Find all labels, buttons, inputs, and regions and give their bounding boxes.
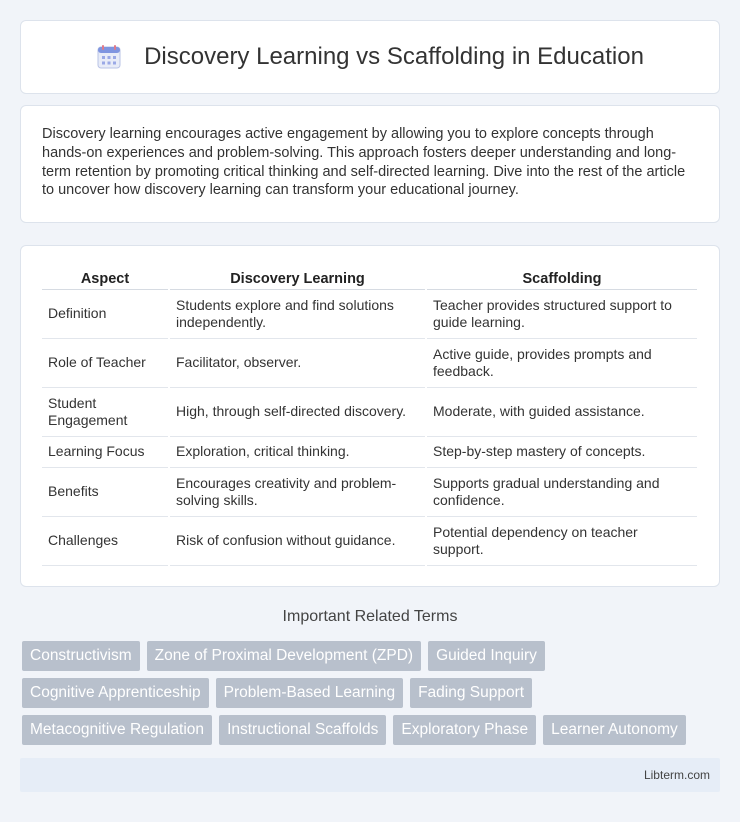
table-cell: Step-by-step mastery of concepts. [427,437,697,468]
comparison-table [40,268,699,566]
table-header-cell: Aspect [42,268,168,290]
calendar-grid-icon [96,44,122,70]
tag-row [22,641,722,671]
related-terms-title: Important Related Terms [282,608,458,625]
tag-row [22,715,722,745]
tag-guided-inquiry[interactable]: Guided Inquiry [428,641,545,671]
table-cell: Learning Focus [42,437,168,468]
table-cell: Benefits [42,468,168,517]
tag-exploratory-phase[interactable]: Exploratory Phase [393,715,536,745]
table-cell: Student Engagement [42,388,168,437]
tag-problem-based-learning[interactable]: Problem-Based Learning [216,678,403,708]
table-cell: Definition [42,290,168,339]
table-cell: Moderate, with guided assistance. [427,388,697,437]
table-cell: Role of Teacher [42,339,168,388]
tag-row [22,678,722,708]
table-cell: Challenges [42,517,168,566]
table-row [42,339,697,388]
table-cell: Risk of confusion without guidance. [170,517,425,566]
tag-learner-autonomy[interactable]: Learner Autonomy [543,715,686,745]
tag-constructivism[interactable]: Constructivism [22,641,140,671]
tag-instructional-scaffolds[interactable]: Instructional Scaffolds [219,715,386,745]
tag-metacognitive-regulation[interactable]: Metacognitive Regulation [22,715,212,745]
tag-cognitive-apprenticeship[interactable]: Cognitive Apprenticeship [22,678,209,708]
table-row [42,468,697,517]
table-cell: Teacher provides structured support to guide learning. [427,290,697,339]
intro-text: Discovery learning encourages active engagement by allowing you to explore concepts through hands-on experiences and problem-solving. This approach fosters deeper understanding and long-term retention by promoting critical thinking and self-directed learning. Dive into the rest of the article to uncover how discovery learning can transform your educational journey. [42,126,686,199]
tag-fading-support[interactable]: Fading Support [410,678,532,708]
table-header-cell: Discovery Learning [170,268,425,290]
table-cell: Active guide, provides prompts and feedback. [427,339,697,388]
table-row [42,388,697,437]
table-header-row [42,268,697,290]
table-cell: Facilitator, observer. [170,339,425,388]
table-cell: Potential dependency on teacher support. [427,517,697,566]
page-title: Discovery Learning vs Scaffolding in Education [144,43,644,70]
comparison-table-card [20,245,720,587]
footer [20,758,720,792]
footer-site-link[interactable]: Libterm.com [643,768,710,782]
tag-zpd[interactable]: Zone of Proximal Development (ZPD) [147,641,421,671]
table-header-cell: Scaffolding [427,268,697,290]
table-cell: Students explore and find solutions independently. [170,290,425,339]
table-cell: High, through self-directed discovery. [170,388,425,437]
table-cell: Encourages creativity and problem-solving skills. [170,468,425,517]
related-terms-list [22,641,722,752]
header-card [20,20,720,94]
table-cell: Exploration, critical thinking. [170,437,425,468]
intro-card [20,105,720,223]
table-row [42,437,697,468]
table-cell: Supports gradual understanding and confidence. [427,468,697,517]
table-row [42,517,697,566]
table-row [42,290,697,339]
